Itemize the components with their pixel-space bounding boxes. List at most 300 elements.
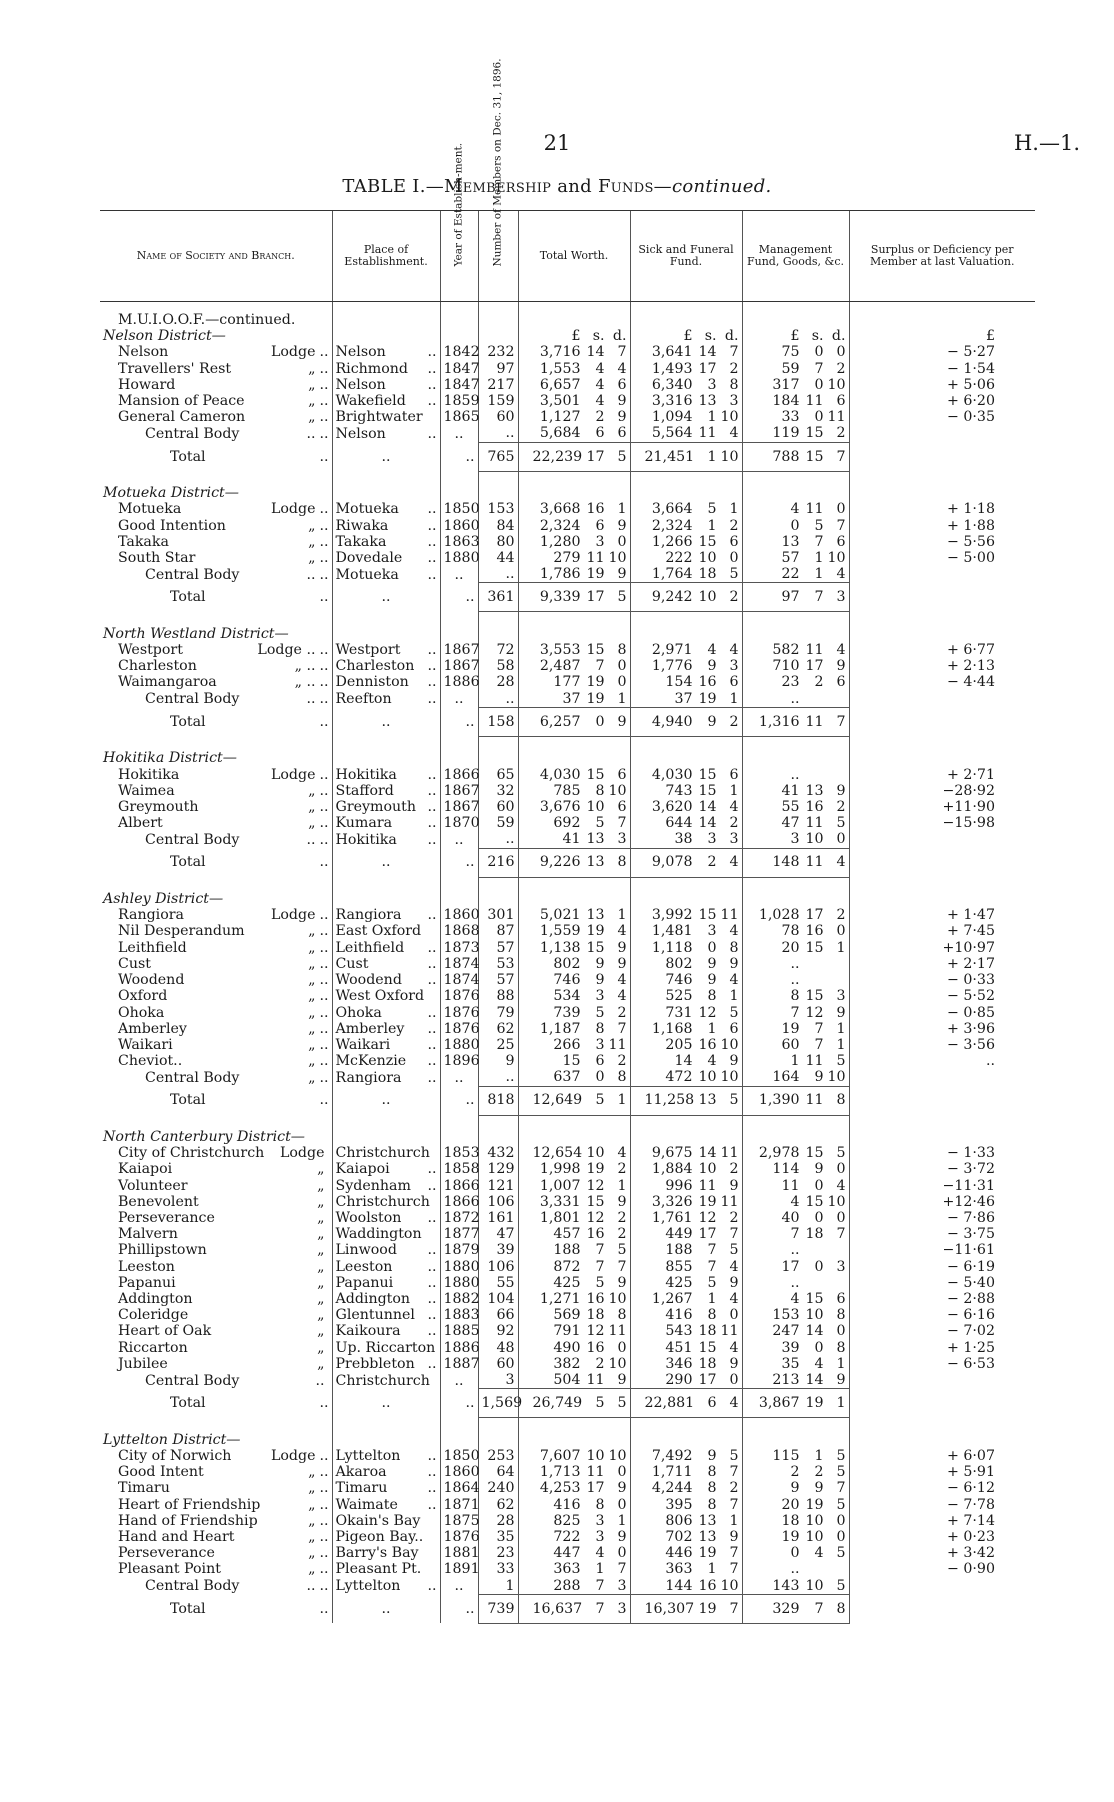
units-mgmt [742,328,849,344]
total-members: 361 [478,583,518,612]
blank-cell [742,471,849,501]
place-name: Charleston [335,658,415,675]
total-worth-d: 9 [617,409,627,426]
branch-name: Oxford [118,988,168,1005]
sick-fund-p: 1,761 [651,1210,693,1227]
place-dots: .. [427,955,437,972]
place-dots: .. [427,1258,437,1275]
sick-fund-d: 9 [729,1177,739,1194]
branch-kind: „ [308,533,316,550]
management-fund [742,1210,849,1226]
management-fund-p: 2 [790,1464,800,1481]
management-fund-p: 20 [781,1496,800,1513]
branch-extra [271,501,329,517]
branch-kind: Lodge [270,907,316,924]
blank-cell [849,302,1035,329]
members-cell: 66 [478,1307,518,1323]
management-fund-d: 10 [827,376,846,393]
branch-name-wrap [118,940,329,956]
district-row [100,1115,1035,1145]
table-row [100,518,1035,534]
sick-fund-p: 802 [665,955,693,972]
sick-fund-s: 11 [698,425,717,442]
branch-name-cell [100,361,332,377]
sick-fund [630,923,742,939]
management-fund-p: 0 [790,1545,800,1562]
sick-fund-d: 4 [729,923,739,940]
branch-kind: „ [308,1528,316,1545]
year-cell: 1880 [440,1275,478,1291]
table-row [100,1340,1035,1356]
blank-cell [849,1418,1035,1448]
members-cell: 47 [478,1226,518,1242]
table-row [100,972,1035,988]
total-worth-p: 1,007 [539,1177,581,1194]
branch-kind: „ [308,798,316,815]
branch-name-cell [100,377,332,393]
sick-fund-d: 10 [720,1577,739,1594]
management-fund-d: 11 [827,409,846,426]
branch-extra [317,1259,328,1275]
management-fund-p: .. [790,955,800,972]
total-worth-s: 0 [595,1069,605,1086]
branch-kind: „ [317,1355,325,1372]
members-cell: 65 [478,767,518,783]
surplus-cell [849,691,1035,708]
sick-fund-s: 14 [698,344,717,361]
place-cell [332,1545,440,1561]
place-dots: .. [427,831,437,848]
place-cell [332,956,440,972]
members-cell: 60 [478,799,518,815]
management-fund-d: 5 [836,1053,846,1070]
branch-name: Hand of Friendship [118,1512,258,1529]
sick-fund-p: 451 [665,1339,693,1356]
place-name: East Oxford [335,923,422,940]
sick-fund-s: 16 [698,1577,717,1594]
total-worth-d: 1 [617,1512,627,1529]
table-row [100,1323,1035,1339]
sick-fund-p: 1,776 [651,658,693,675]
total-year: .. [440,1389,478,1418]
year-cell: 1874 [440,956,478,972]
management-fund-d: 1 [836,1036,846,1053]
management-fund-sum-d: 4 [836,854,846,871]
management-fund-d: 4 [836,642,846,659]
sick-fund-d: 5 [729,566,739,583]
sick-fund-d: 1 [729,690,739,707]
place-wrap [336,642,437,658]
place-dots: .. [427,1578,437,1595]
year-cell: 1872 [440,1210,478,1226]
blank-cell [332,1115,440,1145]
total-worth-p: 3,553 [539,642,581,659]
sick-fund-sum-d: 7 [729,1600,739,1617]
sick-fund-p: 3,620 [651,798,693,815]
surplus-cell: − 0·35 [849,409,1035,425]
surplus-cell: + 1·88 [849,518,1035,534]
management-fund-p: .. [790,1561,800,1578]
branch-name-wrap [118,1448,329,1464]
branch-extra [308,799,328,815]
management-fund-p: 4 [790,1291,800,1308]
place-cell [332,642,440,658]
total-worth [518,691,630,708]
branch-name: Howard [118,376,176,393]
total-members: 158 [478,707,518,736]
place-dots: .. [427,1323,437,1340]
management-fund-sum [742,442,849,471]
branch-kind: „ [308,988,316,1005]
total-surplus [849,1086,1035,1115]
place-dots: .. [427,1447,437,1464]
surplus-cell: − 5·40 [849,1275,1035,1291]
place-name: Rangiora [335,907,402,924]
management-fund [742,691,849,708]
management-fund [742,923,849,939]
total-surplus [849,1594,1035,1623]
place-dots: .. [427,674,437,691]
place-cell [332,518,440,534]
place-wrap [336,518,437,534]
total-worth-d: 2 [617,1226,627,1243]
surplus-cell: + 0·23 [849,1529,1035,1545]
header-management-fund: Management Fund, Goods, &c. [742,211,849,302]
management-fund-p: 317 [772,376,800,393]
year-cell: 1873 [440,940,478,956]
branch-kind: „ [308,1480,316,1497]
total-worth-d: 0 [617,533,627,550]
management-fund-d: 2 [836,360,846,377]
branch-name-cell [100,534,332,550]
header-year [440,142,478,302]
place-cell [332,691,440,708]
members-cell: 58 [478,658,518,674]
place-wrap [336,1464,437,1480]
place-name: Hokitika [335,766,397,783]
total-worth [518,393,630,409]
sick-fund-s: 8 [707,1464,717,1481]
total-worth-d: 10 [608,549,627,566]
management-fund-p: 23 [781,674,800,691]
total-worth [518,1464,630,1480]
sick-fund-p: 446 [665,1545,693,1562]
management-fund-d: 10 [827,1193,846,1210]
sick-fund-d: 9 [729,1355,739,1372]
total-worth-d: 1 [617,690,627,707]
blank-cell [332,1418,440,1448]
management-fund-s: 11 [805,1053,824,1070]
year-cell: 1874 [440,972,478,988]
sick-fund-d: 1 [729,1512,739,1529]
place-cell [332,1372,440,1389]
blank-cell [630,1418,742,1448]
management-fund-d: 0 [836,1210,846,1227]
place-cell [332,940,440,956]
blank-cell [849,612,1035,642]
sick-fund [630,940,742,956]
management-fund-sum-p: 3,867 [758,1395,800,1412]
total-worth-s: 5 [595,1004,605,1021]
members-cell: 3 [478,1372,518,1389]
management-fund-d: 3 [836,1258,846,1275]
total-worth-p: 416 [553,1496,581,1513]
sick-fund-sum-p: 9,242 [651,589,693,606]
total-worth-p: 447 [553,1545,581,1562]
header-row [100,211,1035,302]
members-cell: 106 [478,1194,518,1210]
total-worth [518,1178,630,1194]
management-fund-d: 8 [836,1307,846,1324]
blank-cell [478,736,518,766]
total-worth [518,988,630,1004]
management-fund-p: .. [790,1242,800,1259]
management-fund-sum-p: 97 [781,589,800,606]
branch-name: Central Body [145,1069,240,1086]
branch-kind: Lodge .. [257,642,316,659]
sick-fund-sum-s: 10 [698,589,717,606]
total-place: .. [332,1389,440,1418]
branch-name-wrap [118,956,329,972]
place-dots: .. [427,517,437,534]
management-fund-p: 47 [781,815,800,832]
place-cell [332,1356,440,1372]
total-worth-p: 490 [553,1339,581,1356]
management-fund-sum-s: 11 [805,713,824,730]
total-label-wrap [170,1395,329,1411]
place-cell [332,767,440,783]
management-fund-s: 10 [805,1307,824,1324]
branch-extra [271,767,329,783]
year-cell: 1858 [440,1161,478,1177]
branch-name-cell [100,956,332,972]
management-fund-sum-p: 1,316 [758,713,800,730]
sick-fund-d: 2 [729,1480,739,1497]
surplus-cell [849,425,1035,442]
branch-name-wrap [118,1242,329,1258]
year-cell: 1864 [440,1480,478,1496]
table-row [100,1497,1035,1513]
place-cell [332,799,440,815]
branch-name-cell [100,1529,332,1545]
surplus-cell: +12·46 [849,1194,1035,1210]
total-worth [518,831,630,848]
branch-name-wrap [145,567,329,583]
place-wrap [336,691,437,707]
blank-cell [332,736,440,766]
sick-fund-s: 14 [698,1145,717,1162]
management-fund-sum-p: 788 [772,448,800,465]
blank-cell [742,302,849,329]
place-cell [332,1323,440,1339]
total-worth-d: 2 [617,1004,627,1021]
place-wrap [336,534,437,550]
total-worth-p: 2,324 [539,517,581,534]
place-wrap [336,767,437,783]
surplus-cell: + 2·17 [849,956,1035,972]
sick-fund-sum [630,1086,742,1115]
table-row [100,1291,1035,1307]
sick-fund [630,1529,742,1545]
total-worth-p: 177 [553,674,581,691]
total-worth-s: 8 [595,1020,605,1037]
branch-kind: .. [315,1372,325,1389]
year-cell: 1847 [440,377,478,393]
branch-name-cell [100,907,332,923]
sick-fund-s: 19 [698,1193,717,1210]
leader-dots: .. [319,1561,329,1578]
place-name: Glentunnel [335,1307,415,1324]
branch-kind: Lodge [270,344,316,361]
total-worth [518,1069,630,1086]
sick-fund [630,1242,742,1258]
sick-fund-s: 3 [707,831,717,848]
total-worth-p: 1,553 [539,360,581,377]
place-cell [332,566,440,583]
branch-name-wrap [145,832,329,848]
total-label-cell [100,707,332,736]
management-fund-s: 2 [814,674,824,691]
management-fund [742,907,849,923]
place-name: Leeston [335,1258,393,1275]
place-wrap [336,972,437,988]
total-worth [518,1372,630,1389]
branch-name: Good Intent [118,1464,204,1481]
place-name: Denniston [335,674,409,691]
total-worth-s: 15 [586,766,605,783]
management-fund-d: 2 [836,798,846,815]
sick-fund-d: 7 [729,1464,739,1481]
total-label-wrap [170,589,329,605]
management-fund [742,1291,849,1307]
sick-fund-d: 11 [720,1323,739,1340]
management-fund-p: 19 [781,1020,800,1037]
place-dots: .. [427,1307,437,1324]
branch-kind: „ [317,1274,325,1291]
header-sick-fund: Sick and Funeral Fund. [630,211,742,302]
total-worth-p: 722 [553,1528,581,1545]
sick-fund-p: 3,664 [651,501,693,518]
branch-kind: Lodge [270,766,316,783]
leader-dots: .. [319,815,329,832]
members-cell: 92 [478,1323,518,1339]
total-row [100,583,1035,612]
place-name: Addington [335,1291,411,1308]
management-fund-s: 10 [805,1528,824,1545]
total-worth-s: 11 [586,1372,605,1389]
total-worth-sum-s: 13 [586,854,605,871]
branch-name-wrap [118,1275,329,1291]
sick-fund-d: 4 [729,798,739,815]
sick-fund-s: 5 [707,1274,717,1291]
members-cell: .. [478,691,518,708]
year-cell: 1863 [440,534,478,550]
members-cell: 153 [478,501,518,517]
table-row [100,1372,1035,1389]
sick-fund-d: 10 [720,1069,739,1086]
place-cell [332,783,440,799]
branch-name-wrap [118,642,329,658]
sick-fund-d: 7 [729,1561,739,1578]
year-cell: 1866 [440,1178,478,1194]
total-worth-p: 3,331 [539,1193,581,1210]
place-cell [332,907,440,923]
management-fund-s: 7 [814,1020,824,1037]
total-worth-d: 9 [617,1528,627,1545]
sick-fund-s: 12 [698,1004,717,1021]
sick-fund-sum-s: 6 [707,1395,717,1412]
sick-fund [630,1480,742,1496]
place-name: Waddington [335,1226,422,1243]
place-dots: .. [427,1480,437,1497]
blank-cell [440,736,478,766]
branch-extra [308,534,328,550]
place-wrap [336,1291,437,1307]
management-fund-s: 10 [805,831,824,848]
year-cell: .. [440,566,478,583]
total-worth-d: 9 [617,566,627,583]
place-dots: .. [427,1020,437,1037]
management-fund-d: 8 [836,1339,846,1356]
total-worth-p: 825 [553,1512,581,1529]
sick-fund [630,1053,742,1069]
total-worth-p: 3,676 [539,798,581,815]
place-dots: .. [427,566,437,583]
management-fund-d: 5 [836,1496,846,1513]
members-cell: 72 [478,642,518,658]
sick-fund-d: 3 [729,658,739,675]
place-dots: .. [427,376,437,393]
sick-fund [630,815,742,831]
leader-dots: .. [319,1069,329,1086]
total-worth-s: 13 [586,907,605,924]
sick-fund-d: 7 [729,1545,739,1562]
blank-cell [332,328,440,344]
total-worth-p: 41 [562,831,581,848]
total-worth-d: 9 [617,1193,627,1210]
place-cell [332,1005,440,1021]
branch-name-cell [100,518,332,534]
table-row [100,1448,1035,1464]
place-dots: .. [427,1274,437,1291]
place-dots: .. [427,1161,437,1178]
place-name: Stafford [335,782,394,799]
total-members: 1,569 [478,1389,518,1418]
sick-fund-p: 1,118 [651,939,693,956]
branch-extra [308,940,328,956]
total-worth-s: 19 [586,1161,605,1178]
total-year: .. [440,848,478,877]
place-wrap [336,501,437,517]
management-fund [742,534,849,550]
blank-cell [742,877,849,907]
sick-fund-p: 472 [665,1069,693,1086]
sick-fund-s: 8 [707,1496,717,1513]
table-row [100,642,1035,658]
management-fund-p: 8 [790,988,800,1005]
branch-name: Jubilee [118,1355,168,1372]
sick-fund-p: 743 [665,782,693,799]
year-cell: 1875 [440,1513,478,1529]
total-worth [518,783,630,799]
sick-fund [630,1356,742,1372]
total-worth-d: 1 [617,501,627,518]
place-dots: .. [427,1036,437,1053]
total-worth-s: 17 [586,1480,605,1497]
total-worth-p: 363 [553,1561,581,1578]
surplus-cell: − 3·75 [849,1226,1035,1242]
branch-kind: „ [317,1339,325,1356]
